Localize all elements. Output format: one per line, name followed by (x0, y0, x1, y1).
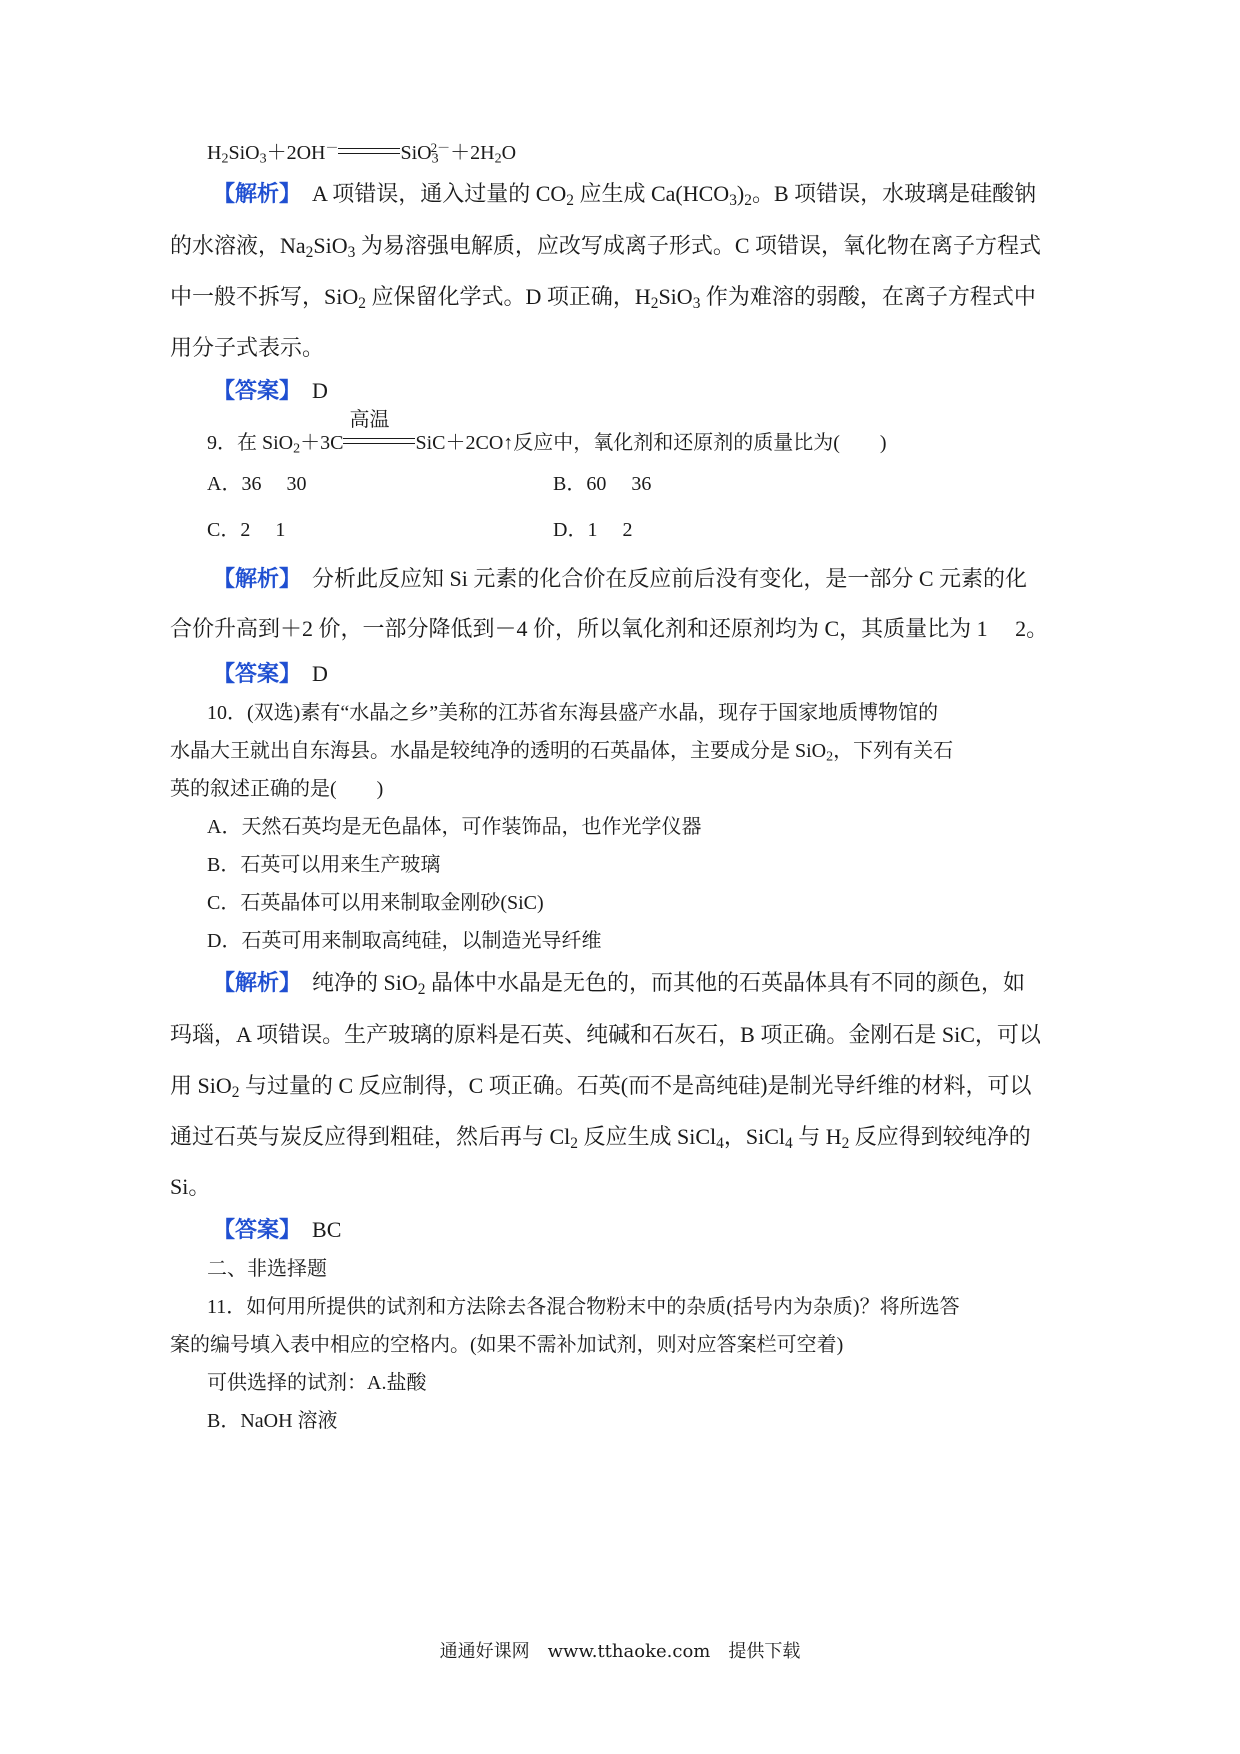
sub: 2 (650, 294, 659, 312)
page-footer: 通通好课网 www.tthaoke.com 提供下载 (439, 1641, 801, 1662)
eq-sub: 2 (494, 151, 502, 167)
q10-option-b: B．石英可以用来生产玻璃 (207, 854, 441, 876)
answer-value: D (312, 378, 328, 403)
analysis-tag: 【解析】 (213, 567, 291, 592)
q9-option-a: A．36 30 (207, 473, 307, 495)
analysis-text: 反应生成 SiCl (578, 1124, 717, 1149)
sub: 2 (570, 1134, 578, 1152)
q10-option-c: C．石英晶体可以用来制取金刚砂(SiC) (207, 892, 544, 914)
sub: 3 (347, 243, 356, 261)
sub: 2 (305, 243, 314, 261)
q11-reagents-line: 可供选择的试剂：A.盐酸 (207, 1372, 427, 1394)
eq-sup: 2－ (430, 139, 451, 155)
analysis-text: 。B 项错误，水玻璃是硅酸钠 (751, 181, 1037, 206)
eq-sup: － (325, 139, 339, 155)
analysis-text: 中一般不拆写，SiO (170, 284, 359, 309)
q8-analysis (213, 177, 1036, 210)
analysis-text: 反应得到较纯净的 (849, 1124, 1031, 1149)
analysis-text: 纯净的 SiO (312, 970, 418, 995)
analysis-text: 的水溶液，Na (170, 233, 306, 258)
q11-stem-line1: 11．如何用所提供的试剂和方法除去各混合物粉末中的杂质(括号内为杂质)？将所选答 (207, 1296, 960, 1318)
sub: 4 (716, 1134, 724, 1152)
sub: 2 (841, 1134, 850, 1152)
q10-stem-line3: 英的叙述正确的是( ) (170, 778, 384, 800)
sub: 3 (692, 294, 701, 312)
q8-analysis-line3 (170, 280, 1036, 313)
q10-analysis-line2: 玛瑙，A 项错误。生产玻璃的原料是石英、纯碱和石灰石，B 项正确。金刚石是 SiC，可以 (170, 1022, 1041, 1047)
eq-text: ＋2H (450, 142, 495, 164)
sub: 2 (417, 980, 426, 998)
q10-stem-line2 (170, 734, 953, 766)
reaction-condition-arrow (343, 407, 415, 451)
answer-value: D (312, 661, 328, 686)
analysis-text: 用 SiO (170, 1073, 232, 1098)
sub: 2 (826, 749, 834, 765)
ionic-equation (207, 136, 516, 168)
q8-analysis-line2 (170, 229, 1041, 262)
analysis-text: A 项错误，通入过量的 CO (312, 181, 567, 206)
q8-analysis-line4 (170, 331, 324, 362)
analysis-text: 作为难溶的弱酸，在离子方程式中 (700, 284, 1036, 309)
answer-tag: 【答案】 (213, 1218, 291, 1243)
q10-stem-line1: 10．(双选)素有“水晶之乡”美称的江苏省东海县盛产水晶，现存于国家地质博物馆的 (207, 702, 939, 724)
question-text: 水晶大王就出自东海县。水晶是较纯净的透明的石英晶体，主要成分是 SiO (170, 740, 827, 762)
section-heading: 二、非选择题 (207, 1258, 327, 1280)
eq-text: H (207, 142, 222, 164)
analysis-text: 分析此反应知 Si 元素的化合价在反应前后没有变化，是一部分 C 元素的化 (312, 566, 1028, 591)
analysis-text: 用分子式表示。 (170, 335, 325, 360)
sub: 3 (729, 191, 737, 209)
q10-answer (213, 1213, 341, 1244)
analysis-tag: 【解析】 (213, 971, 291, 996)
sub: 2 (566, 191, 574, 209)
q10-analysis-line4 (170, 1120, 1031, 1153)
q10-analysis-line5: Si。 (170, 1174, 211, 1199)
q10-option-d: D．石英可用来制取高纯硅，以制造光导纤维 (207, 930, 602, 952)
sub: 2 (293, 441, 301, 457)
answer-tag: 【答案】 (213, 379, 291, 404)
sub: 4 (784, 1134, 793, 1152)
q9-stem (207, 407, 887, 458)
analysis-text: SiO (658, 284, 693, 309)
q9-option-b: B．60 36 (553, 473, 652, 495)
q9-answer (213, 657, 328, 688)
q9-analysis (213, 562, 1027, 593)
sub: 2 (744, 191, 752, 209)
analysis-text: 通过石英与炭反应得到粗硅，然后再与 Cl (170, 1124, 571, 1149)
analysis-text: 应保留化学式。D 项正确，H (365, 284, 651, 309)
question-text: SiC＋2CO↑反应中，氧化剂和还原剂的质量比为( ) (415, 432, 887, 454)
question-text: 9．在 SiO (207, 432, 294, 454)
question-text: ，下列有关石 (833, 740, 954, 762)
analysis-text: 应生成 Ca(HCO (573, 181, 730, 206)
analysis-text: 与 H (792, 1124, 842, 1149)
analysis-text: ) (736, 181, 745, 206)
q9-option-d: D．1 2 (553, 519, 633, 541)
answer-value: BC (312, 1217, 342, 1242)
question-text: ＋3C (300, 432, 344, 454)
q8-answer (213, 374, 328, 405)
q10-analysis-line3 (170, 1069, 1031, 1102)
sub: 2 (231, 1083, 240, 1101)
q10-option-a: A．天然石英均是无色晶体，可作装饰品，也作光学仪器 (207, 816, 702, 838)
answer-tag: 【答案】 (213, 662, 291, 687)
eq-sub: 2 (221, 151, 229, 167)
analysis-text: SiO (313, 233, 348, 258)
analysis-text: ，SiCl (723, 1124, 785, 1149)
q11-reagent-b: B．NaOH 溶液 (207, 1410, 338, 1432)
eq-text: SiO (228, 142, 260, 164)
analysis-text: 与过量的 C 反应制得，C 项正确。石英(而不是高纯硅)是制光导纤维的材料，可以 (239, 1073, 1032, 1098)
sub: 2 (358, 294, 366, 312)
eq-text: SiO (400, 142, 432, 164)
q9-option-c: C．2 1 (207, 519, 286, 541)
equals-sign (338, 139, 400, 161)
analysis-text: 为易溶强电解质，应改写成离子形式。C 项错误，氧化物在离子方程式 (355, 233, 1041, 258)
eq-text: O (501, 142, 517, 164)
analysis-text: 晶体中水晶是无色的，而其他的石英晶体具有不同的颜色，如 (425, 970, 1025, 995)
eq-sub: 3 (259, 151, 267, 167)
analysis-tag: 【解析】 (213, 182, 291, 207)
q10-analysis (213, 966, 1025, 999)
eq-text: ＋2OH (266, 142, 326, 164)
q11-stem-line2: 案的编号填入表中相应的空格内。(如果不需补加试剂，则对应答案栏可空着) (170, 1334, 844, 1356)
condition-label: 高温 (349, 407, 390, 431)
q9-analysis-line2: 合价升高到＋2 价，一部分降低到－4 价，所以氧化剂和还原剂均为 C，其质量比为 1 2。 (170, 616, 1049, 641)
eq-sub: 3 (431, 151, 439, 167)
